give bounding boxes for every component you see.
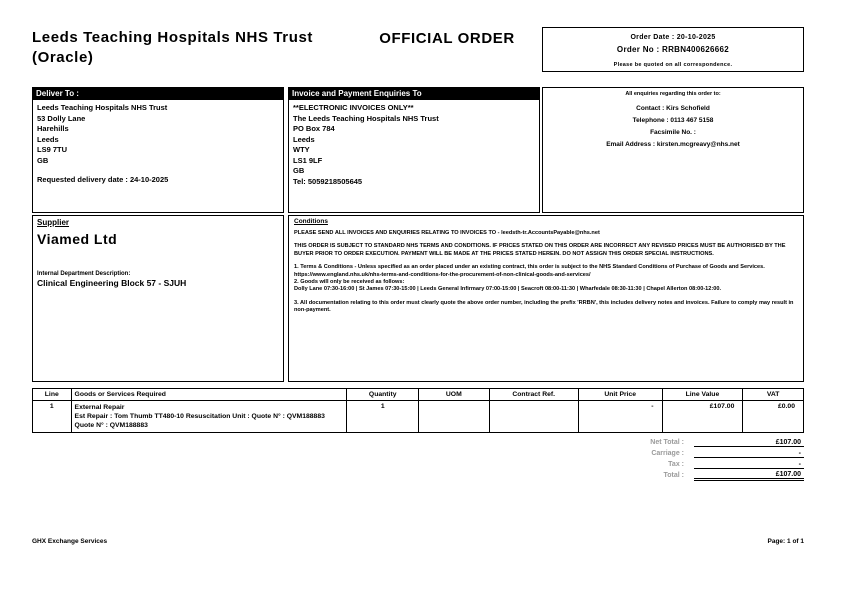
enquiries-email: Email Address : kirsten.mcgreavy@nhs.net — [606, 141, 740, 148]
deliver-line: Leeds Teaching Hospitals NHS Trust — [37, 103, 168, 112]
cell-uom — [419, 401, 489, 433]
line-items-table — [32, 388, 804, 433]
cell-contract-ref — [489, 401, 578, 433]
invoice-line: PO Box 784 — [293, 124, 335, 133]
order-number: Order No : RRBN400626662 — [616, 45, 730, 54]
column-header-unit-price: Unit Price — [578, 389, 662, 401]
total-row-total — [574, 470, 804, 481]
column-header-uom: UOM — [419, 389, 489, 401]
cell-line-value: £107.00 — [662, 401, 743, 433]
requested-delivery-date: Requested delivery date : 24-10-2025 — [37, 175, 169, 184]
supplier-name: Viamed Ltd — [37, 231, 118, 247]
invoice-line: Leeds — [293, 134, 315, 144]
conditions-paragraph: 2. Goods will only be received as follows: — [294, 279, 405, 286]
conditions-link: https://www.england.nhs.uk/nhs-terms-and-conditions-for-the-procurement-of-non-clinical-goods-and-services/ — [294, 271, 591, 278]
supplier-box — [32, 215, 284, 382]
invoice-enquiries-header: Invoice and Payment Enquiries To — [289, 88, 539, 100]
total-row-tax — [574, 459, 804, 470]
column-header-goods: Goods or Services Required — [71, 389, 347, 401]
invoice-line: WTY — [293, 145, 310, 154]
conditions-text — [289, 225, 803, 315]
deliver-line: Harehills — [37, 124, 69, 133]
order-enquiries-details — [543, 97, 803, 151]
conditions-box — [288, 215, 804, 382]
internal-department-value: Clinical Engineering Block 57 - SJUH — [37, 278, 187, 288]
description-line: Quote N° : QVM188883 — [74, 422, 148, 429]
order-meta-box — [542, 27, 804, 72]
total-row-net — [574, 437, 804, 448]
invoice-enquiries-box — [288, 87, 540, 213]
invoice-line: GB — [293, 166, 305, 175]
column-header-quantity: Quantity — [347, 389, 419, 401]
column-header-line: Line — [33, 389, 72, 401]
carriage-value: - — [694, 450, 804, 458]
cell-line-number: 1 — [33, 401, 72, 433]
tax-value: - — [694, 461, 804, 469]
cell-unit-price: - — [578, 401, 662, 433]
document-title: OFFICIAL ORDER — [379, 30, 515, 47]
carriage-label: Carriage : — [651, 450, 684, 457]
net-total-label: Net Total : — [650, 439, 684, 446]
invoice-line: **ELECTRONIC INVOICES ONLY** — [293, 103, 414, 112]
conditions-paragraph: PLEASE SEND ALL INVOICES AND ENQUIRIES RELATING TO INVOICES TO - leedsth-tr.AccountsPayable@nhs.net — [294, 230, 600, 236]
column-header-line-value: Line Value — [662, 389, 743, 401]
description-line: Est Repair : Tom Thumb TT480-10 Resuscitation Unit : Quote N° : QVM188883 — [74, 413, 325, 420]
footer-page-number: Page: 1 of 1 — [767, 538, 804, 545]
organisation-title: Leeds Teaching Hospitals NHS Trust (Oracle) — [32, 29, 314, 66]
conditions-paragraph: Dolly Lane 07:30-16:00 | St James 07:30-15:00 | Leeds General Infirmary 07:00-15:00 | Seacroft 08:00-11:30 | Wharfedale 08:30-11:30 | Chapel Allerton 08:00-12:00. — [294, 286, 722, 293]
footer-service-name: GHX Exchange Services — [32, 538, 108, 545]
order-quote-note: Please be quoted on all correspondence. — [613, 62, 733, 68]
invoice-address — [289, 100, 539, 190]
invoice-line: LS1 9LF — [293, 155, 323, 165]
table-header-row — [33, 389, 804, 401]
enquiries-telephone: Telephone : 0113 467 5158 — [632, 117, 714, 124]
cell-description — [71, 401, 347, 433]
deliver-line: Leeds — [37, 134, 59, 144]
column-header-contract-ref: Contract Ref. — [489, 389, 578, 401]
order-date: Order Date : 20-10-2025 — [630, 34, 716, 41]
conditions-label: Conditions — [294, 218, 328, 225]
deliver-line: GB — [37, 155, 49, 165]
totals-block — [574, 437, 804, 481]
conditions-paragraph: 1. Terms & Conditions - Unless specified as an order placed under an existing contract, this order is subject to the NHS Standard Conditions of Purchase of Goods and Services. — [294, 264, 765, 271]
description-line: External Repair — [74, 404, 125, 411]
enquiries-facsimile: Facsimile No. : — [650, 129, 696, 136]
total-label: Total : — [663, 472, 684, 479]
table-row — [33, 401, 804, 433]
total-row-carriage — [574, 448, 804, 459]
conditions-paragraph: 3. All documentation relating to this order must clearly quote the above order number, including the prefix 'RRBN', this includes delivery notes and invoices. Failure to comply may result in non-payment. — [294, 299, 794, 314]
invoice-telephone: Tel: 5059218505645 — [293, 176, 363, 186]
deliver-line: LS9 7TU — [37, 145, 68, 154]
supplier-label: Supplier — [37, 218, 70, 227]
deliver-to-box — [32, 87, 284, 213]
enquiries-contact: Contact : Kirs Schofield — [636, 105, 710, 112]
order-enquiries-box — [542, 87, 804, 213]
net-total-value: £107.00 — [694, 439, 804, 447]
deliver-line: 53 Dolly Lane — [37, 113, 86, 123]
total-value: £107.00 — [694, 471, 804, 481]
deliver-to-header: Deliver To : — [33, 88, 283, 100]
column-header-vat: VAT — [743, 389, 804, 401]
tax-label: Tax : — [668, 461, 684, 468]
cell-vat: £0.00 — [743, 401, 804, 433]
deliver-to-address — [33, 100, 283, 189]
order-enquiries-title: All enquiries regarding this order to: — [625, 91, 721, 97]
invoice-line: The Leeds Teaching Hospitals NHS Trust — [293, 113, 439, 123]
internal-department-label: Internal Department Description: — [37, 271, 131, 277]
conditions-paragraph: THIS ORDER IS SUBJECT TO STANDARD NHS TERMS AND CONDITIONS. IF PRICES STATED ON THIS ORDER ARE INCORRECT ANY REVISED PRICES MUST BE AUTHORISED BY THE BUYER PRIOR TO ORDER EXECUTION. PAYMENT WILL BE MADE AT THE PRICES STATED HEREIN. DO NOT ASSIGN THIS ORDER SPECIAL INSTRUCTIONS. — [294, 243, 786, 257]
cell-quantity: 1 — [347, 401, 419, 433]
